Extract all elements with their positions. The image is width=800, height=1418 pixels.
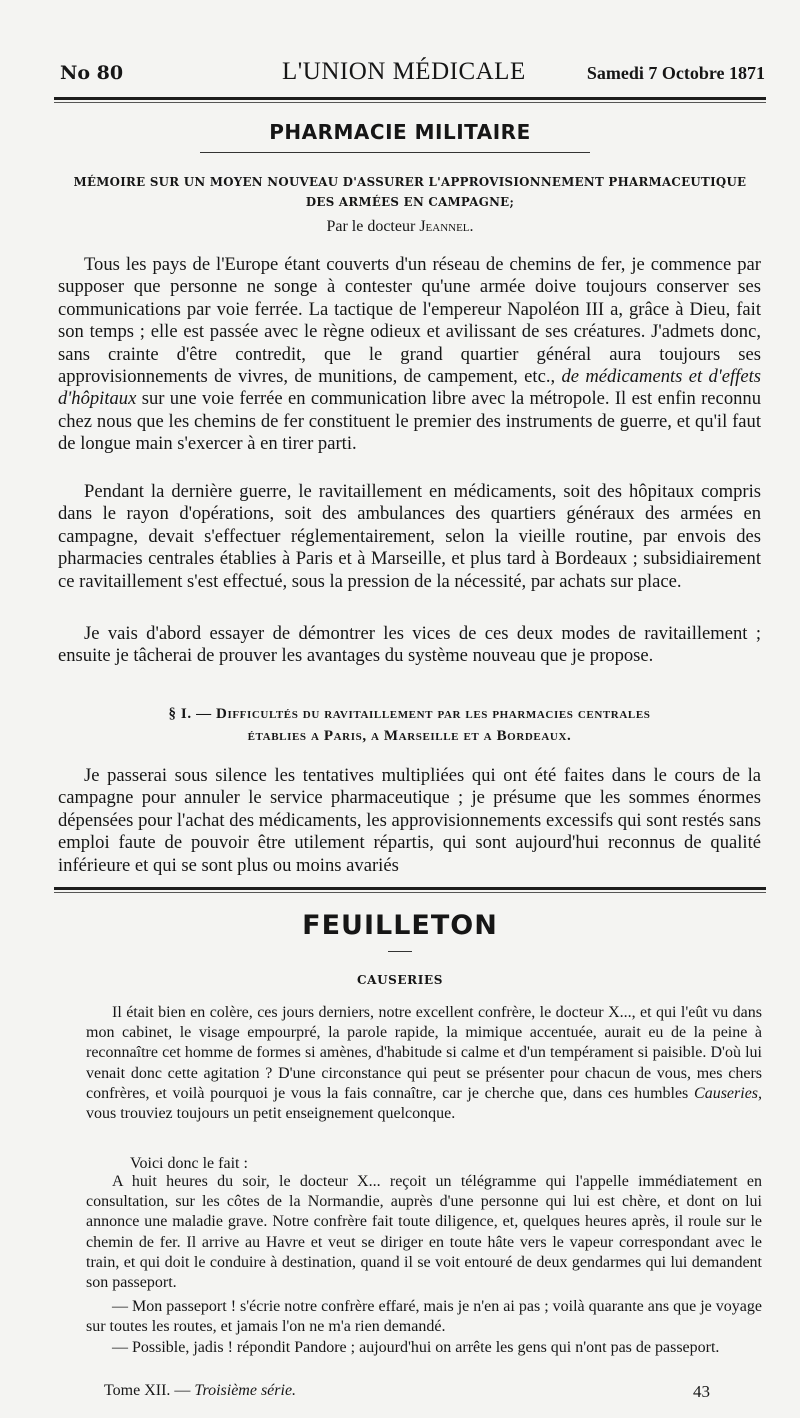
- article-title-line-1: MÉMOIRE SUR UN MOYEN NOUVEAU D'ASSURER L'APPROVISIONNEMENT PHARMACEUTIQUE: [73, 175, 747, 189]
- page-number: 43: [693, 1382, 710, 1401]
- paragraph-1-end: sur une voie ferrée en communication libre avec la métropole. Il est enfin reconnu chez nous que les chemins de fer constituent le premier des instruments de guerre, et qu'il faut de longue main s'exercer à en tirer parti.: [58, 388, 762, 455]
- article-title: [54, 172, 766, 212]
- article-title-line-2: DES ARMÉES EN CAMPAGNE;: [305, 195, 515, 209]
- issue-date: Samedi 7 Octobre 1871: [586, 63, 765, 83]
- paragraph-3-text: Je vais d'abord essayer de démontrer les vices de ces deux modes de ravitaillement ; ensuite je tâcherai de prouver les avantages du système nouveau que je propose.: [58, 623, 761, 667]
- feuilleton-paragraph-5: [86, 1338, 762, 1358]
- author-name: Jeannel.: [419, 218, 474, 235]
- feuilleton-paragraph-4: [86, 1297, 762, 1337]
- feuilleton-title: FEUILLETON: [302, 910, 498, 941]
- section-rule: [200, 152, 590, 153]
- feuilleton-p1-italic: Causeries,: [694, 1084, 763, 1102]
- subsection-heading-line-1: § I. — Difficultés du ravitaillement par les pharmacies centrales: [168, 706, 651, 722]
- paragraph-1: [58, 254, 761, 456]
- feuilleton-subtitle: CAUSERIES: [357, 973, 443, 987]
- journal-title: L'UNION MÉDICALE: [282, 58, 526, 85]
- paragraph-4: [58, 765, 761, 877]
- volume-info: [104, 1382, 296, 1400]
- feuilleton-p1-text: Il était bien en colère, ces jours derniers, notre excellent confrère, le docteur X..., et qui l'eût vu dans mon cabinet, le visage empourpré, la parole rapide, la mimique accentuée, aurait eu de la peine à reconnaître cet homme de formes si amènes, d'habitude si calme et d'un tempérament si paisible. D'où lui venait donc cette agitation ? D'une circonstance qui peut se présenter pour chacun de vous, mes chers confrères, et voilà pourquoi je vous la fais connaître, car je cherche que, dans ces humbles: [86, 1004, 762, 1102]
- paragraph-2-text: Pendant la dernière guerre, le ravitaillement en médicaments, soit des hôpitaux compris dans le rayon d'opérations, soit des ambulances des quartiers généraux des armées en campagne, devait s'effectuer réglementairement, selon la vieille routine, par envois des pharmacies centrales établies à Paris et à Marseille, et plus tard à Bordeaux ; subsidiairement ce ravitaillement s'est effectué, sous la pression de la nécessité, par achats sur place.: [58, 481, 761, 592]
- feuilleton-rule-thin: [54, 892, 766, 893]
- feuilleton-p4-text: — Mon passeport ! s'écrie notre confrère effaré, mais je n'en ai pas ; voilà quarante ans que je voyage sur toutes les routes, et jamais l'on ne m'a rien demandé.: [86, 1298, 762, 1336]
- feuilleton-rule: [54, 887, 766, 890]
- feuilleton-paragraph-2: Voici donc le fait :: [130, 1155, 248, 1172]
- feuilleton-paragraph-1: [86, 1003, 762, 1124]
- page-footer: [104, 1382, 710, 1406]
- feuilleton-p5-text: — Possible, jadis ! répondit Pandore ; aujourd'hui on arrête les gens qui n'ont pas de passeport.: [112, 1339, 720, 1356]
- series-label: Troisième série.: [194, 1382, 297, 1399]
- header-rule-thin: [54, 102, 766, 103]
- feuilleton-dash: [388, 951, 412, 952]
- paragraph-1-text: Tous les pays de l'Europe étant couverts d'un réseau de chemins de fer, je commence par supposer que personne ne songe à contester qu'une armée doive toujours conserver ses communications par voie ferrée. La tactique de l'empereur Napoléon III a, grâce à Dieu, fait son temps ; elle est passée avec le règne odieux et avilissant de ses créatures. J'admets donc, sans crainte d'être contredit, que le grand quartier général aura toujours ses approvisionnements de vivres, de munitions, de campement, etc.,: [58, 254, 761, 388]
- paragraph-4-text: Je passerai sous silence les tentatives multipliées qui ont été faites dans le cours de la campagne pour annuler le service pharmaceutique ; je présume que les sommes énormes dépensées pour l'achat des médicaments, les approvisionnements excessifs qui sont restés sans emploi faute de pouvoir être utilement répartis, qui sont aujourd'hui reconnus de qualité inférieure et qui se sont plus ou moins avariés: [58, 765, 761, 876]
- feuilleton-p3-text: A huit heures du soir, le docteur X... reçoit un télégramme qui l'appelle immédiatement en consultation, sur les côtes de la Normandie, auprès d'une personne qui lui est chère, et dont on lui annonce une maladie grave. Notre confrère fait toute diligence, et, quelques heures après, il roule sur le chemin de fer. Il arrive au Havre et veut se diriger en toute hâte vers le vapeur correspondant avec le train, et qui doit le conduire à destination, quand il se voit entouré de deux gendarmes qui lui demandent son passeport.: [86, 1173, 762, 1292]
- section-title: PHARMACIE MILITAIRE: [269, 120, 531, 144]
- running-head: [60, 58, 765, 94]
- paragraph-1-italic: de médicaments et d'effets d'hôpitaux: [58, 366, 761, 410]
- paragraph-2: [58, 481, 761, 593]
- feuilleton-paragraph-3: [86, 1172, 762, 1293]
- subsection-heading: [58, 703, 761, 747]
- issue-number: No 80: [60, 62, 124, 84]
- byline: [0, 218, 800, 236]
- paragraph-3: [58, 623, 761, 668]
- header-rule: [54, 97, 766, 100]
- tome-label: Tome XII. —: [104, 1382, 191, 1399]
- feuilleton-p1-end: vous trouviez toujours un petit enseignement quelconque.: [86, 1105, 456, 1123]
- byline-prefix: Par le docteur: [326, 218, 420, 235]
- subsection-heading-line-2: établies a Paris, a Marseille et a Bordeaux.: [247, 728, 572, 744]
